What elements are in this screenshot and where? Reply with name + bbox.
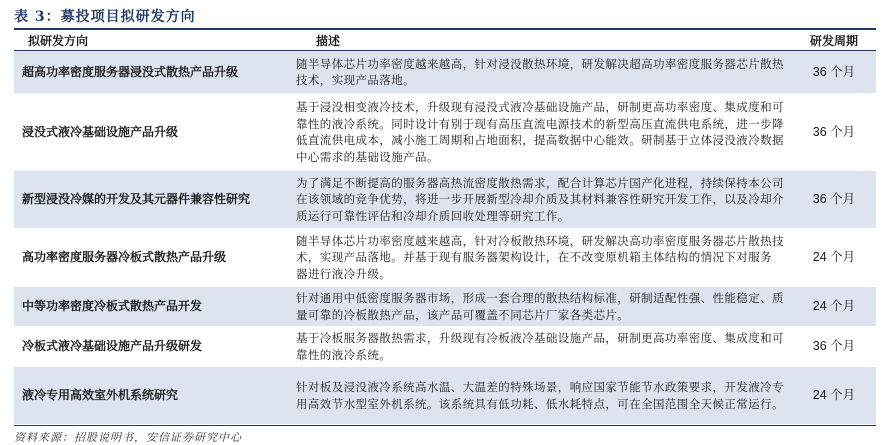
row-period: 24 个月 [792,287,876,327]
row-direction: 冷板式液冷基础设施产品升级研发 [14,327,286,367]
row-direction: 新型浸没冷媒的开发及其元器件兼容性研究 [14,171,286,229]
row-description: 为了满足不断提高的服务器高热流密度散热需求，配合计算芯片国产化进程，持续保持本公司在该领域的竞争优势，将进一步开展新型冷却介质及其材料兼容性研究开发工作，以及冷却介质运行可靠性评估和冷却介质回收处理等研究工作。 [286,171,792,229]
bottom-rule [14,425,876,426]
header-period: 研发周期 [792,30,876,51]
row-direction: 超高功率密度服务器浸没式散热产品升级 [14,51,286,94]
table-row [14,327,876,367]
row-period: 36 个月 [792,327,876,367]
row-description: 随半导体芯片功率密度越来越高，针对浸没散热环境，研发解决超高功率密度服务器芯片散热技术，实现产品落地。 [286,51,792,94]
table-row [14,171,876,229]
row-direction: 液冷专用高效室外机系统研究 [14,367,286,425]
row-period: 36 个月 [792,94,876,171]
row-period: 24 个月 [792,229,876,287]
table-row [14,94,876,171]
table-row [14,51,876,94]
table-header-row [14,30,876,51]
table-title: 表 3：募投项目拟研发方向 [14,9,196,25]
row-description: 基于浸没相变液冷技术，升级现有浸没式液冷基础设施产品，研制更高功率密度、集成度和可靠性的液冷系统。同时设计有别于现有高压直流电源技术的新型高压直流供电系统，进一步降低直流供电成本，减小施工周期和占地面积，提高数据中心能效。研制基于立体浸没液冷数据中心需求的基础设施产品。 [286,94,792,171]
row-description: 随半导体芯片功率密度越来越高，针对冷板散热环境，研发解决高功率密度服务器芯片散热技术，实现产品落地。并基于现有服务器架构设计，在不改变原机箱主体结构的情况下对服务 器进行液冷升级。 [286,229,792,287]
header-description: 描述 [286,30,792,51]
row-direction: 高功率密度服务器冷板式散热产品升级 [14,229,286,287]
source-note: 资料来源：招股说明书，安信证券研究中心 [14,431,242,444]
row-description: 基于冷板服务器散热需求，升级现有冷板液冷基础设施产品，研制更高功率密度、集成度和可靠性的液冷系统。 [286,327,792,367]
header-direction: 拟研发方向 [14,30,286,51]
table-row [14,367,876,425]
row-period: 36 个月 [792,171,876,229]
table-row [14,287,876,327]
table-row [14,229,876,287]
row-direction: 中等功率密度冷板式散热产品开发 [14,287,286,327]
rd-directions-table [14,30,876,425]
row-period: 36 个月 [792,51,876,94]
row-description: 针对通用中低密度服务器市场，形成一套合理的散热结构标准，研制适配性强、性能稳定、质量可靠的冷板散热产品，该产品可覆盖不同芯片厂家各类芯片。 [286,287,792,327]
row-period: 24 个月 [792,367,876,425]
row-description: 针对板及浸没液冷系统高水温、大温差的特殊场景，响应国家节能节水政策要求，开发液冷专用高效节水型室外机系统。该系统具有低功耗、低水耗特点，可在全国范围全天候正常运行。 [286,367,792,425]
row-direction: 浸没式液冷基础设施产品升级 [14,94,286,171]
